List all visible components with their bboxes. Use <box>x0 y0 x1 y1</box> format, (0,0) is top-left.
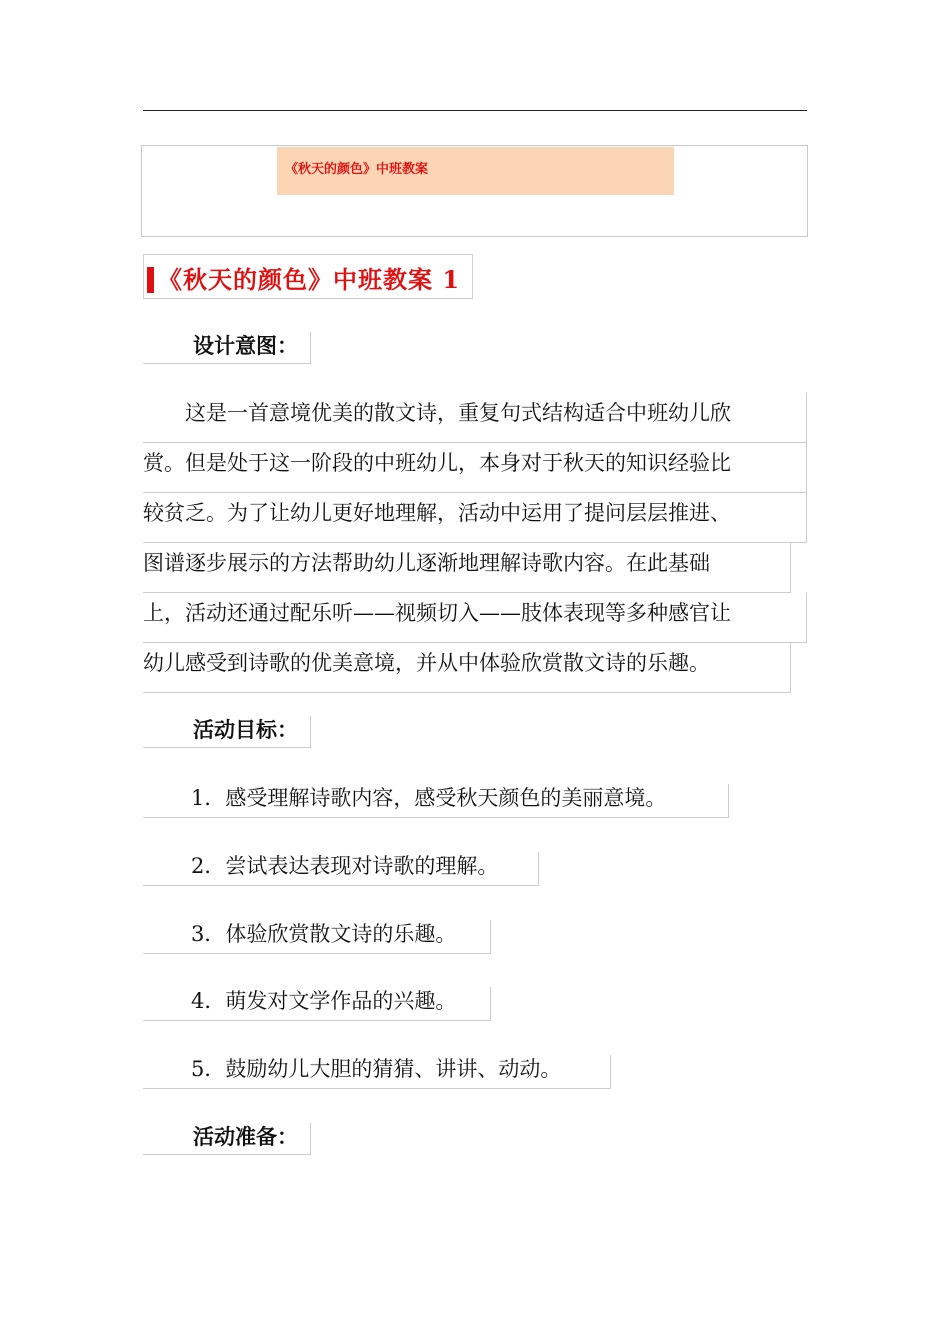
paragraph-line: 图谱逐步展示的方法帮助幼儿逐渐地理解诗歌内容。在此基础 <box>143 543 791 593</box>
top-rule <box>143 110 807 111</box>
goal-item: 3．体验欣赏散文诗的乐趣。 <box>143 920 491 954</box>
paragraph-line: 幼儿感受到诗歌的优美意境，并从中体验欣赏散文诗的乐趣。 <box>143 643 791 693</box>
section-heading-goals: 活动目标： <box>143 716 311 748</box>
paragraph-line: 这是一首意境优美的散文诗，重复句式结构适合中班幼儿欣 <box>143 393 807 443</box>
goal-item: 5．鼓励幼儿大胆的猜猜、讲讲、动动。 <box>143 1055 611 1089</box>
header-title: 《秋天的颜色》中班教案 <box>285 162 429 177</box>
title-marker <box>147 267 154 293</box>
goal-item: 1．感受理解诗歌内容，感受秋天颜色的美丽意境。 <box>143 784 729 818</box>
section-heading-design-intent: 设计意图： <box>143 332 311 364</box>
goal-item: 4．萌发对文学作品的兴趣。 <box>143 987 491 1021</box>
paragraph-line: 上，活动还通过配乐听——视频切入——肢体表现等多种感官让 <box>143 593 807 643</box>
paragraph-line: 较贫乏。为了让幼儿更好地理解，活动中运用了提问层层推进、 <box>143 493 807 543</box>
main-title-block <box>143 254 473 299</box>
section-heading-preparation: 活动准备： <box>143 1123 311 1155</box>
main-title: 《秋天的颜色》中班教案 1 <box>158 265 461 294</box>
goal-item: 2．尝试表达表现对诗歌的理解。 <box>143 852 539 886</box>
document-header <box>141 145 808 237</box>
header-highlight <box>277 147 674 195</box>
paragraph-line: 赏。但是处于这一阶段的中班幼儿，本身对于秋天的知识经验比 <box>143 443 807 493</box>
